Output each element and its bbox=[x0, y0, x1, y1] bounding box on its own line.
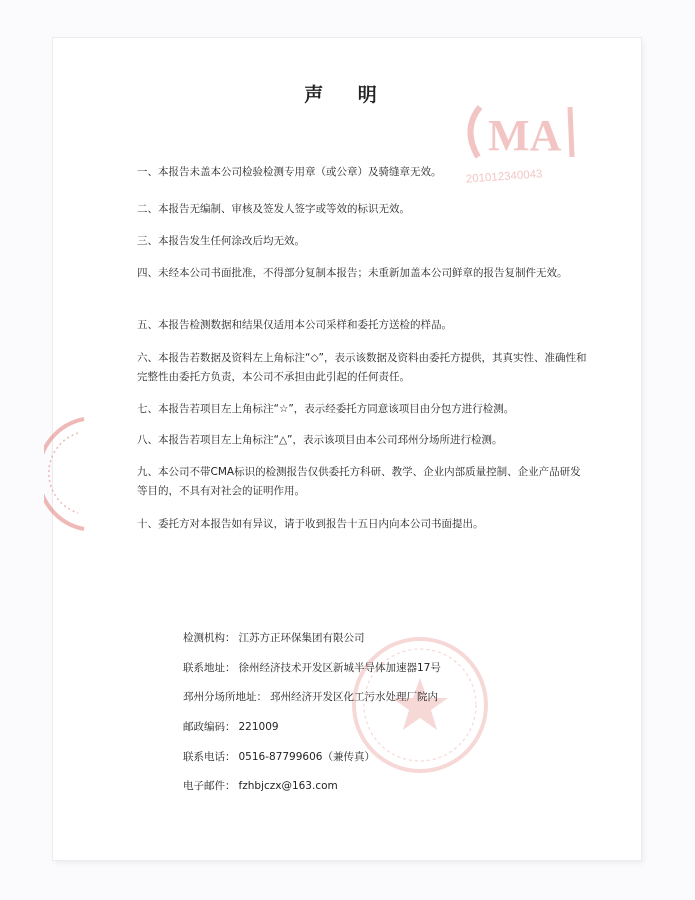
footer-row-email bbox=[183, 778, 338, 793]
clause-item: 八、本报告若项目左上角标注“△”，表示该项目由本公司邳州分场所进行检测。 bbox=[137, 434, 503, 446]
phone-value: 0516-87799606（兼传真） bbox=[238, 751, 375, 763]
cma-mark-number: 201012340043 bbox=[465, 168, 543, 186]
email-value: fzhbjczx@163.com bbox=[238, 780, 338, 792]
agency-value: 江苏方正环保集团有限公司 bbox=[238, 632, 365, 644]
branch-address-label: 邳州分场所地址： bbox=[183, 691, 267, 703]
agency-label: 检测机构： bbox=[183, 632, 236, 644]
clause-item: 六、本报告若数据及资料左上角标注“◇”，表示该数据及资料由委托方提供，其真实性、准确性和完整性由委托方负责，本公司不承担由此引起的任何责任。 bbox=[137, 352, 587, 383]
clause-item: 九、本公司不带CMA标识的检测报告仅供委托方科研、教学、企业内部质量控制、企业产品研发等目的，不具有对社会的证明作用。 bbox=[137, 466, 581, 497]
clause-item: 七、本报告若项目左上角标注“☆”，表示经委托方同意该项目由分包方进行检测。 bbox=[137, 403, 515, 415]
clause-item: 四、未经本公司书面批准，不得部分复制本报告；未重新加盖本公司鲜章的报告复制件无效。 bbox=[137, 267, 568, 279]
address-label: 联系地址： bbox=[183, 662, 236, 674]
footer-row-phone bbox=[183, 749, 375, 764]
phone-label: 联系电话： bbox=[183, 751, 236, 763]
footer-row-agency bbox=[183, 630, 365, 645]
footer-row-postcode bbox=[183, 719, 279, 734]
postcode-value: 221009 bbox=[238, 721, 279, 733]
postcode-label: 邮政编码： bbox=[183, 721, 236, 733]
footer-row-branch-address bbox=[183, 689, 438, 704]
branch-address-value: 邳州经济开发区化工污水处理厂院内 bbox=[270, 691, 438, 703]
clause-item: 一、本报告未盖本公司检验检测专用章（或公章）及骑缝章无效。 bbox=[137, 166, 442, 178]
page-title: 声 明 bbox=[304, 84, 391, 106]
clause-item: 二、本报告无编制、审核及签发人签字或等效的标识无效。 bbox=[137, 203, 410, 215]
address-value: 徐州经济技术开发区新城半导体加速器17号 bbox=[238, 662, 441, 674]
clause-item: 三、本报告发生任何涂改后均无效。 bbox=[137, 235, 305, 247]
clause-item: 五、本报告检测数据和结果仅适用本公司采样和委托方送检的样品。 bbox=[137, 319, 452, 331]
cma-mark-letters: MA bbox=[488, 111, 562, 160]
footer-row-address bbox=[183, 660, 441, 675]
email-label: 电子邮件： bbox=[183, 780, 236, 792]
clause-item: 十、委托方对本报告如有异议，请于收到报告十五日内向本公司书面提出。 bbox=[137, 518, 484, 530]
